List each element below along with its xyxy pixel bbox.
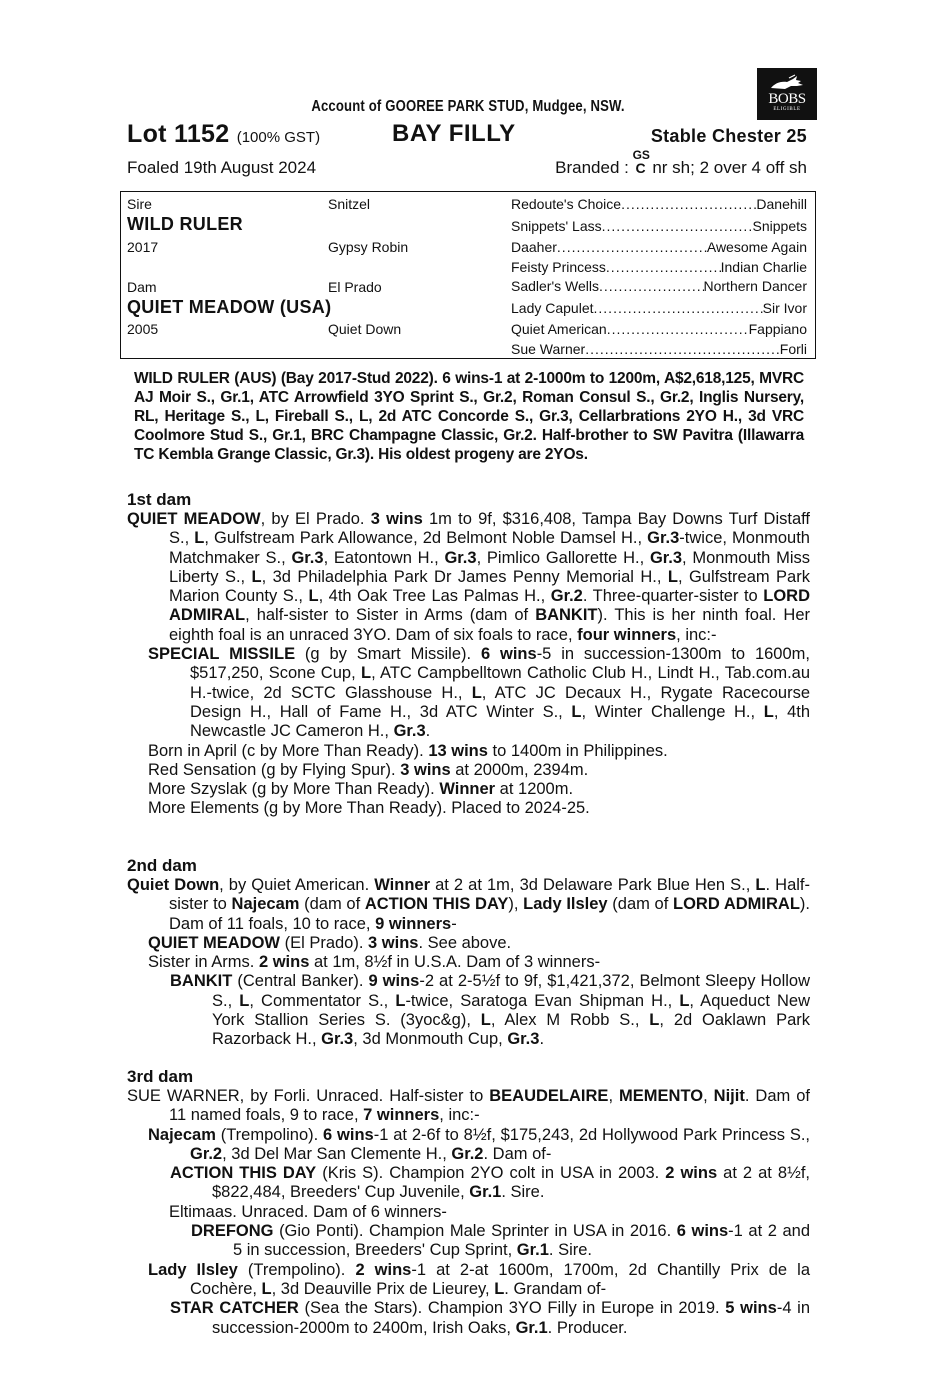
text: Sister in Arms. xyxy=(148,953,259,972)
bold-text: L xyxy=(667,567,678,586)
ancestor-name: Sue Warner xyxy=(511,341,586,357)
text: - xyxy=(451,914,457,933)
bold-text: Gr.2 xyxy=(190,1144,223,1163)
bold-text: 5 wins xyxy=(725,1299,777,1318)
bold-text: QUIET MEADOW xyxy=(127,510,261,528)
bold-text: 7 winners xyxy=(363,1106,440,1125)
text: , inc:- xyxy=(439,1106,480,1125)
text: (Trempolino). xyxy=(215,1125,324,1144)
vendor-account: Account of GOOREE PARK STUD, Mudgee, NSW. xyxy=(311,98,625,115)
produce-entry xyxy=(127,1261,810,1300)
dam-dam: Quiet Down xyxy=(328,321,402,337)
produce-entry xyxy=(127,1299,810,1338)
lot-header xyxy=(127,120,809,150)
brand-mark xyxy=(632,148,650,176)
gst-note: (100% GST) xyxy=(236,129,321,146)
third-dam-section xyxy=(127,1067,810,1338)
brand-description xyxy=(555,148,807,178)
dam-name: QUIET MEADOW (USA) xyxy=(127,297,332,317)
ancestor-name: Feisty Princess xyxy=(511,259,606,275)
bold-text: Gr.1 xyxy=(516,1241,549,1260)
text: -1 at 2 and 5 in succession, Breeders' Cup Sprint, xyxy=(233,1222,811,1260)
bold-text: L xyxy=(649,1011,660,1030)
bold-text: 13 wins xyxy=(428,741,488,760)
text: (dam of xyxy=(299,895,365,914)
text: , Eatontown H., xyxy=(323,548,445,567)
bold-text: L xyxy=(471,683,482,702)
text: (g by Smart Missile). xyxy=(295,645,481,664)
text: . xyxy=(539,1030,545,1049)
bold-text: LORD ADMIRAL xyxy=(673,895,800,914)
ancestor-row xyxy=(511,341,807,357)
text: , 4th Oak Tree Las Palmas H., xyxy=(318,587,551,606)
text: . Half-sister to xyxy=(169,876,811,914)
text: , Monmouth Miss Liberty S., xyxy=(169,548,810,586)
produce-entry xyxy=(127,799,810,818)
ancestor-row xyxy=(511,218,807,234)
bold-text: L xyxy=(308,587,319,606)
text: (Trempolino). xyxy=(237,1260,356,1279)
bold-text: Gr.3 xyxy=(321,1030,354,1049)
text: , by Quiet American. xyxy=(219,876,375,894)
text: Born in April (c by More Than Ready). xyxy=(148,741,429,760)
produce-entry xyxy=(127,761,810,780)
branded-label: Branded : xyxy=(555,158,629,177)
text: -twice, Monmouth Matchmaker S., xyxy=(169,529,810,567)
text: , xyxy=(608,1087,620,1105)
text: -2 at 2-5½f to 9f, $1,421,372, Belmont Sleepy Hollow S., xyxy=(212,972,810,1010)
produce-entry xyxy=(127,1222,810,1261)
produce-entry xyxy=(127,780,810,799)
bold-text: Gr.2 xyxy=(451,1144,484,1163)
text: More Szyslak (g by More Than Ready). xyxy=(148,780,440,799)
dam-label: Dam xyxy=(127,279,157,295)
text: , xyxy=(703,1087,714,1105)
ancestor-sire: Forli xyxy=(779,341,807,357)
bold-text: L xyxy=(251,567,262,586)
text: , ATC JC Decaux H., Rygate Racecourse Design H., Hall of Fame H., 3d ATC Winter S., xyxy=(190,683,811,721)
text: ). Dam of 11 foals, 10 to race, xyxy=(169,895,810,933)
bold-text: 3 wins xyxy=(368,933,419,952)
leader-dots xyxy=(557,239,707,255)
text: at 1200m. xyxy=(495,780,574,799)
brand-top: GS xyxy=(632,148,650,162)
produce-entry xyxy=(127,510,810,645)
ancestor-sire: Awesome Again xyxy=(706,239,807,255)
text: , Alex M Robb S., xyxy=(490,1011,650,1030)
second-dam-section xyxy=(127,856,810,1050)
bobs-eligible-logo xyxy=(757,68,817,120)
text: . Sire. xyxy=(548,1241,593,1260)
text: More Elements (g by More Than Ready). Placed to 2024-25. xyxy=(148,799,590,818)
bold-text: L xyxy=(763,702,774,721)
ancestor-sire: Fappiano xyxy=(748,321,807,337)
bold-text: BEAUDELAIRE xyxy=(489,1087,609,1105)
text: at 2 at 1m, 3d Delaware Park Blue Hen S., xyxy=(430,876,756,894)
bold-text: Lady Ilsley xyxy=(148,1260,238,1279)
text: , Gulfstream Park Marion County S., xyxy=(169,567,810,606)
bold-text: 2 wins xyxy=(355,1260,412,1279)
sire-year: 2017 xyxy=(127,239,159,255)
bold-text: BANKIT xyxy=(170,972,233,991)
text: . Dam of- xyxy=(483,1144,552,1163)
leader-dots xyxy=(602,218,753,234)
first-dam-section xyxy=(127,490,810,819)
bold-text: 2 wins xyxy=(665,1164,718,1183)
leader-dots xyxy=(599,278,704,294)
pedigree-table xyxy=(120,191,816,359)
text: 1m to 9f, $316,408, Tampa Bay Downs Turf Distaff S., xyxy=(169,510,810,548)
text: -1 at 2-at 1600m, 1700m, 2d Chantilly Prix de la Cochère, xyxy=(190,1260,810,1298)
text: , inc:- xyxy=(676,625,717,644)
sire-name: WILD RULER xyxy=(127,214,243,234)
bold-text: L xyxy=(239,991,250,1010)
text: . xyxy=(425,722,431,741)
bold-text: 6 wins xyxy=(323,1125,374,1144)
bold-text: ACTION THIS DAY xyxy=(170,1164,317,1183)
text: Red Sensation (g by Flying Spur). xyxy=(148,760,401,779)
ancestor-name: Redoute's Choice xyxy=(511,196,622,212)
produce-entry xyxy=(127,742,810,761)
bold-text: Gr.3 xyxy=(507,1030,540,1049)
ancestor-name: Sadler's Wells xyxy=(511,278,599,294)
logo-text: BOBS xyxy=(768,91,806,107)
bold-text: SPECIAL MISSILE xyxy=(148,645,296,664)
bold-text: Gr.2 xyxy=(550,587,583,606)
ancestor-row xyxy=(511,239,807,255)
ancestor-sire: Indian Charlie xyxy=(720,259,807,275)
bold-text: Nijit xyxy=(713,1087,745,1105)
text: ), xyxy=(508,895,524,914)
bold-text: L xyxy=(360,664,372,683)
bold-text: L xyxy=(261,1279,272,1298)
bold-text: Gr.3 xyxy=(647,529,680,548)
text: . Three-quarter-sister to xyxy=(582,587,764,606)
text: (Kris S). Champion 2YO colt in USA in 2003. xyxy=(316,1164,666,1183)
leader-dots xyxy=(606,259,721,275)
text: , Commentator S., xyxy=(249,991,396,1010)
lot-label: Lot 1152 xyxy=(127,120,230,148)
bold-text: L xyxy=(194,529,205,548)
produce-entry xyxy=(127,1087,810,1126)
ancestor-row xyxy=(511,278,807,294)
bold-text: 2 wins xyxy=(258,953,310,972)
bold-text: 6 wins xyxy=(676,1222,729,1241)
produce-entry xyxy=(127,876,810,934)
bold-text: Najecam xyxy=(148,1125,216,1144)
text: Eltimaas. Unraced. Dam of 6 winners- xyxy=(169,1202,447,1221)
logo-subtext: ELIGIBLE xyxy=(773,107,801,112)
text: , Winter Challenge H., xyxy=(581,702,764,721)
sire-summary: WILD RULER (AUS) (Bay 2017-Stud 2022). 6 wins-1 at 2-1000m to 1200m, A$2,618,125, MVRC AJ Moir S., Gr.1, ATC Arrowfield 3YO Sprint S., Gr.2, Roman Consul S., Gr.2, Inglis Nursery, RL, Heritage S., L, Fireball S., L, 2d ATC Concorde S., Gr.3, Cellarbrations 2YO H., 3d VRC Coolmore Stud S., Gr.1, BRC Champagne Classic, Gr.2. Half-brother to SW Pavitra (Illawarra TC Kembla Grange Classic, Gr.3). His oldest progeny are 2YOs. xyxy=(134,370,804,463)
text: . Dam of 11 named foals, 9 to race, xyxy=(169,1087,811,1125)
text: (Gio Ponti). Champion Male Sprinter in USA in 2016. xyxy=(273,1222,677,1241)
bold-text: Gr.1 xyxy=(515,1318,548,1337)
produce-entry xyxy=(127,972,810,1049)
leader-dots xyxy=(607,321,749,337)
text: (El Prado). xyxy=(280,933,369,952)
leader-dots xyxy=(585,341,780,357)
ancestor-sire: Northern Dancer xyxy=(703,278,807,294)
produce-entry xyxy=(127,1203,810,1222)
bold-text: 3 wins xyxy=(400,760,451,779)
bold-text: Winner xyxy=(374,876,431,894)
bold-text: Quiet Down xyxy=(127,876,220,894)
bold-text: L xyxy=(679,991,690,1010)
text: to 1400m in Philippines. xyxy=(487,741,668,760)
bold-text: Gr.3 xyxy=(393,722,426,741)
bold-text: four winners xyxy=(577,625,677,644)
bold-text: L xyxy=(571,702,582,721)
leader-dots xyxy=(594,300,763,316)
ancestor-row xyxy=(511,300,807,316)
text: at 2 at 8½f, $822,484, Breeders' Cup Juvenile, xyxy=(212,1164,810,1202)
bold-text: L xyxy=(395,991,406,1010)
bold-text: L xyxy=(755,876,766,894)
brand-details: nr sh; 2 over 4 off sh xyxy=(652,158,807,177)
produce-entry xyxy=(127,953,810,972)
ancestor-name: Snippets' Lass xyxy=(511,218,602,234)
bold-text: L xyxy=(494,1279,505,1298)
text: . Producer. xyxy=(547,1318,628,1337)
text: , 3d Deauville Prix de Lieurey, xyxy=(271,1279,495,1298)
bold-text: Gr.3 xyxy=(649,548,683,567)
ancestor-row xyxy=(511,196,807,212)
text: SUE WARNER, by Forli. Unraced. Half-sister to xyxy=(127,1087,490,1105)
produce-entry xyxy=(127,1164,810,1203)
bold-text: 9 wins xyxy=(368,972,420,991)
bold-text: STAR CATCHER xyxy=(170,1299,299,1318)
bold-text: L xyxy=(480,1011,491,1030)
bold-text: Najecam xyxy=(231,895,300,914)
text: , Pimlico Gallorette H., xyxy=(476,548,650,567)
lot-number xyxy=(127,120,320,149)
ancestor-sire: Sir Ivor xyxy=(762,300,807,316)
text: , ATC Campbelltown Catholic Club H., Lindt H., Tab.com.au H.-twice, 2d SCTC Glasshouse H., xyxy=(190,664,811,702)
text: -5 in succession-1300m to 1600m, $517,250, Scone Cup, xyxy=(190,645,810,683)
ancestor-sire: Danehill xyxy=(756,196,807,212)
ancestor-row xyxy=(511,321,807,337)
leader-dots xyxy=(621,196,756,212)
text: -4 in succession-2000m to 2400m, Irish Oaks, xyxy=(212,1299,811,1337)
bold-text: Lady Ilsley xyxy=(523,895,608,914)
bold-text: 3 wins xyxy=(370,510,423,528)
bold-text: QUIET MEADOW xyxy=(148,933,280,952)
bold-text: DREFONG xyxy=(191,1222,274,1241)
third-dam-heading: 3rd dam xyxy=(127,1067,194,1086)
third-dam-entries xyxy=(127,1087,810,1338)
bold-text: MEMENTO xyxy=(619,1087,704,1105)
dam-year: 2005 xyxy=(127,321,159,337)
ancestor-sire: Snippets xyxy=(752,218,807,234)
text: , Gulfstream Park Allowance, 2d Belmont Noble Damsel H., xyxy=(204,529,648,548)
bold-text: 9 winners xyxy=(375,914,452,933)
produce-entry xyxy=(127,934,810,953)
text: (Central Banker). xyxy=(232,972,369,991)
bold-text: BANKIT xyxy=(535,606,598,625)
text: ). This is her ninth foal. Her eighth foal is an unraced 3YO. Dam of six foals to race, xyxy=(169,606,810,644)
bold-text: Gr.3 xyxy=(291,548,324,567)
text: , Aqueduct New York Stallion Series S. (3yoc&g), xyxy=(212,991,811,1030)
text: (dam of xyxy=(607,895,674,914)
foal-info xyxy=(127,148,809,182)
text: , 3d Monmouth Cup, xyxy=(353,1030,508,1049)
text: -twice, Saratoga Evan Shipman H., xyxy=(405,991,680,1010)
text: . Grandam of- xyxy=(504,1279,607,1298)
sire-sire: Snitzel xyxy=(328,196,371,212)
bold-text: LORD ADMIRAL xyxy=(169,587,811,625)
horse-description: BAY FILLY xyxy=(392,120,516,147)
ancestor-name: Lady Capulet xyxy=(511,300,594,316)
text: , 2d Oaklawn Park Razorback H., xyxy=(212,1011,811,1049)
ancestor-name: Quiet American xyxy=(511,321,607,337)
foaled-date: Foaled 19th August 2024 xyxy=(127,158,317,177)
text: -1 at 2-6f to 8½f, $175,243, 2d Hollywood Park Princess S., xyxy=(373,1125,810,1144)
text: . Sire. xyxy=(501,1183,545,1202)
ancestor-name: Daaher xyxy=(511,239,557,255)
produce-entry xyxy=(127,645,810,741)
bold-text: ACTION THIS DAY xyxy=(364,895,509,914)
text: at 2000m, 2394m. xyxy=(450,760,589,779)
sire-label: Sire xyxy=(127,196,152,212)
first-dam-entries xyxy=(127,510,810,819)
produce-entry xyxy=(127,1126,810,1165)
dam-sire: El Prado xyxy=(328,279,382,295)
text: , 4th Newcastle JC Cameron H., xyxy=(190,702,811,741)
text: at 1m, 8½f in U.S.A. Dam of 3 winners- xyxy=(309,953,601,972)
second-dam-entries xyxy=(127,876,810,1050)
second-dam-heading: 2nd dam xyxy=(127,856,197,875)
text: , 3d Philadelphia Park Dr James Penny Memorial H., xyxy=(261,567,668,586)
bold-text: Winner xyxy=(439,780,496,799)
first-dam-heading: 1st dam xyxy=(127,490,192,509)
brand-symbol: C xyxy=(635,160,646,176)
bold-text: 6 wins xyxy=(480,645,537,664)
horse-head-icon xyxy=(767,74,807,92)
text: , 3d Del Mar San Clemente H., xyxy=(222,1144,452,1163)
text: , by El Prado. xyxy=(260,510,371,528)
sire-dam: Gypsy Robin xyxy=(328,239,409,255)
text: . See above. xyxy=(418,933,512,952)
bold-text: Gr.3 xyxy=(444,548,477,567)
stable-location: Stable Chester 25 xyxy=(650,126,807,146)
bold-text: Gr.1 xyxy=(469,1183,502,1202)
ancestor-row xyxy=(511,259,807,275)
text: , half-sister to Sister in Arms (dam of xyxy=(245,606,536,625)
text: (Sea the Stars). Champion 3YO Filly in Europe in 2019. xyxy=(298,1299,726,1318)
